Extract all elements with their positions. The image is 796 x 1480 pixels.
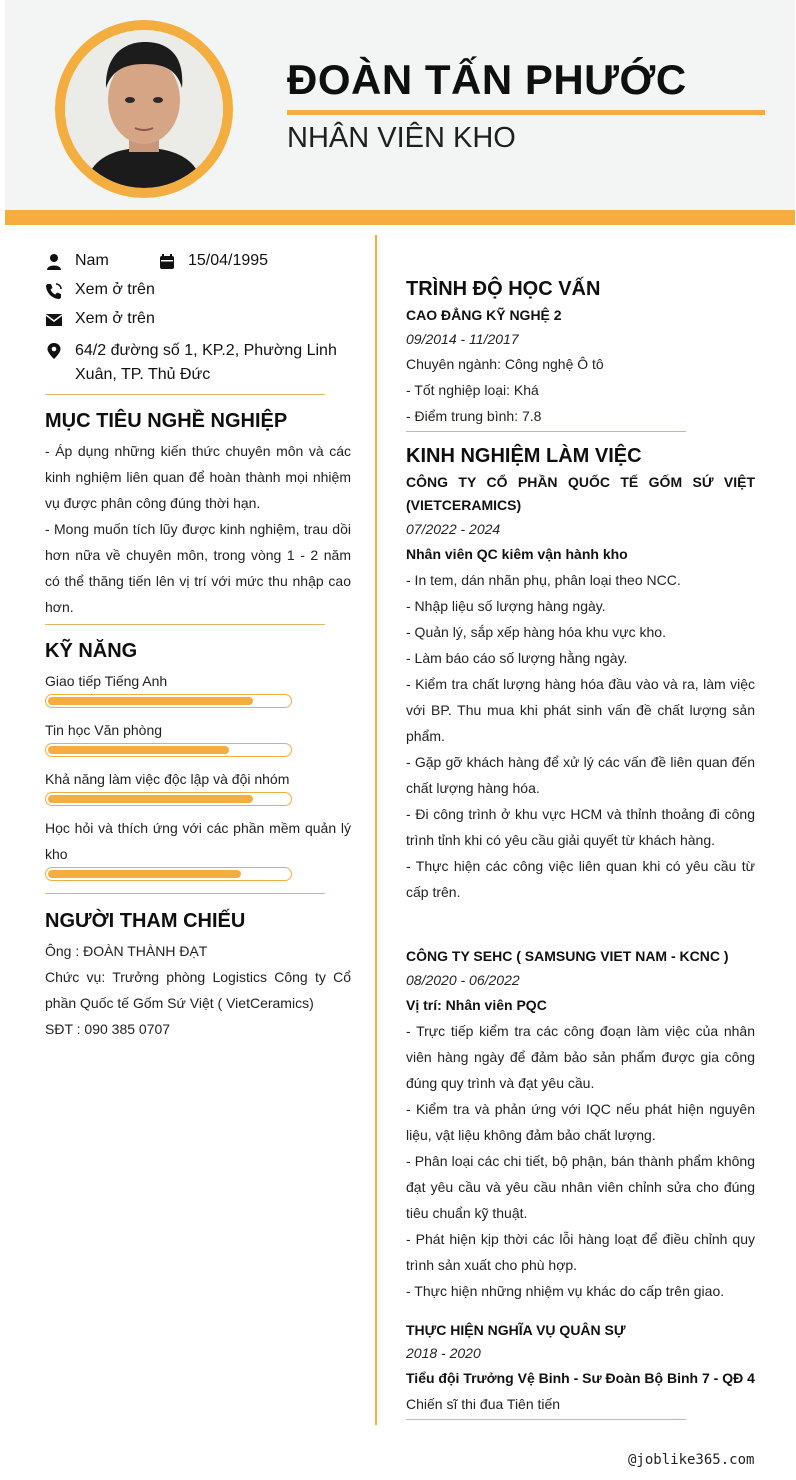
job-title: NHÂN VIÊN KHO — [287, 122, 516, 154]
skill-bar-fill — [48, 697, 253, 705]
objective-text — [45, 438, 351, 620]
job-duty: - Gặp gỡ khách hàng để xử lý các vấn đề liên quan đến chất lượng hàng hóa. — [406, 754, 755, 796]
job-dates: 08/2020 - 06/2022 — [406, 972, 520, 988]
email-row — [45, 310, 155, 329]
education-divider — [406, 431, 686, 432]
education-school: CAO ĐẲNG KỸ NGHỆ 2 — [406, 307, 562, 323]
location-icon — [45, 342, 63, 360]
phone-icon — [45, 282, 63, 300]
address-row — [45, 339, 345, 387]
person-icon — [45, 253, 63, 271]
skill-bar — [45, 743, 292, 757]
military-divider — [406, 1419, 686, 1420]
skill-bar — [45, 792, 292, 806]
birthdate-row — [158, 252, 268, 271]
reference-phone: SĐT : 090 385 0707 — [45, 1021, 171, 1037]
education-major: Chuyên ngành: Công nghệ Ô tô — [406, 356, 604, 372]
objective-title: MỤC TIÊU NGHỀ NGHIỆP — [45, 410, 288, 432]
military-role: Tiểu đội Trưởng Vệ Binh - Sư Đoàn Bộ Binh 7 - QĐ 4 — [406, 1370, 755, 1386]
watermark: @joblike365.com — [628, 1452, 755, 1468]
avatar — [65, 30, 223, 188]
references-title: NGƯỜI THAM CHIẾU — [45, 910, 246, 932]
job-duty: - Phát hiện kịp thời các lỗi hàng loạt để điều chỉnh quy trình sản xuất cho phù hợp. — [406, 1231, 755, 1273]
info-divider — [45, 394, 325, 395]
skill-label: Khả năng làm việc độc lập và đội nhóm — [45, 771, 290, 787]
job-duties — [406, 567, 755, 905]
education-dates: 09/2014 - 11/2017 — [406, 331, 519, 347]
skill-bar-fill — [48, 746, 229, 754]
skill-bar-fill — [48, 795, 253, 803]
skill-bar-fill — [48, 870, 241, 878]
gender-row — [45, 252, 109, 271]
job-duty: - Kiểm tra chất lượng hàng hóa đầu vào và ra, làm việc với BP. Thu mua khi phát sinh vấn đề chất lượng sản phẩm. — [406, 676, 755, 744]
header-accent-bar — [5, 210, 795, 225]
military-title: THỰC HIỆN NGHĨA VỤ QUÂN SỰ — [406, 1322, 626, 1338]
calendar-icon — [158, 253, 176, 271]
military-dates: 2018 - 2020 — [406, 1345, 481, 1361]
education-details — [406, 351, 755, 429]
skill-label: Tin học Văn phòng — [45, 722, 163, 738]
reference-position: Chức vụ: Trưởng phòng Logistics Công ty Cổ phần Quốc tế Gốm Sứ Việt ( VietCeramics) — [45, 969, 351, 1011]
name-underline — [287, 110, 765, 115]
references-text — [45, 938, 351, 1042]
phone-row — [45, 281, 155, 300]
job-duty: - Nhập liệu số lượng hàng ngày. — [406, 598, 606, 614]
job-duty: - Đi công trình ở khu vực HCM và thỉnh thoảng đi công trình tỉnh khi có yêu cầu giải quyết từ khách hàng. — [406, 806, 755, 848]
job-duty: - Thực hiện các công việc liên quan khi có yêu cầu từ cấp trên. — [406, 858, 755, 900]
avatar-photo — [65, 30, 223, 188]
job-duty: - Quản lý, sắp xếp hàng hóa khu vực kho. — [406, 624, 666, 640]
job-duties — [406, 1018, 755, 1304]
job-duty: - In tem, dán nhãn phụ, phân loại theo NCC. — [406, 572, 681, 588]
skill-bar — [45, 867, 292, 881]
job-role: Vị trí: Nhân viên PQC — [406, 997, 547, 1013]
birthdate-value: 15/04/1995 — [188, 252, 269, 269]
job-duty: - Thực hiện những nhiệm vụ khác do cấp trên giao. — [406, 1283, 725, 1299]
skills-divider — [45, 893, 325, 894]
job-dates: 07/2022 - 2024 — [406, 521, 501, 537]
experience-title: KINH NGHIỆM LÀM VIỆC — [406, 445, 642, 467]
education-grade: - Tốt nghiệp loại: Khá — [406, 382, 539, 398]
objective-divider — [45, 624, 325, 625]
skill-label: Học hỏi và thích ứng với các phần mềm quản lý kho — [45, 820, 351, 862]
education-gpa: - Điểm trung bình: 7.8 — [406, 408, 542, 424]
email-value: Xem ở trên — [75, 310, 155, 327]
job-duty: - Làm báo cáo số lượng hằng ngày. — [406, 650, 628, 666]
skills-title: KỸ NĂNG — [45, 640, 138, 662]
column-divider — [375, 235, 377, 1425]
address-value: 64/2 đường số 1, KP.2, Phường Linh Xuân, TP. Thủ Đức — [75, 342, 337, 383]
job-company: CÔNG TY CỔ PHẦN QUỐC TẾ GỐM SỨ VIỆT (VIETCERAMICS) — [406, 474, 755, 513]
candidate-name: ĐOÀN TẤN PHƯỚC — [287, 56, 687, 103]
job-company: CÔNG TY SEHC ( SAMSUNG VIET NAM - KCNC ) — [406, 948, 729, 964]
skill-label: Giao tiếp Tiếng Anh — [45, 673, 168, 689]
reference-person: Ông : ĐOÀN THÀNH ĐẠT — [45, 943, 208, 959]
job-duty: - Kiểm tra và phản ứng với IQC nếu phát hiện nguyên liệu, vật liệu không đảm bảo chất lượng. — [406, 1101, 755, 1143]
job-duty: - Phân loại các chi tiết, bộ phận, bán thành phẩm không đạt yêu cầu và yêu cầu nhân viên chỉnh sửa cho đúng tiêu chuẩn kỹ thuật. — [406, 1153, 755, 1221]
job-role: Nhân viên QC kiêm vận hành kho — [406, 546, 628, 562]
gender-value: Nam — [75, 252, 109, 269]
job-duty: - Trực tiếp kiểm tra các công đoạn làm việc của nhân viên hàng ngày để đảm bảo sản phẩm được gia công đúng quy trình và đạt yêu cầu. — [406, 1023, 755, 1091]
phone-value: Xem ở trên — [75, 281, 155, 298]
email-icon — [45, 311, 63, 329]
education-title: TRÌNH ĐỘ HỌC VẤN — [406, 278, 601, 300]
objective-line: - Áp dụng những kiến thức chuyên môn và các kinh nghiệm liên quan để hoàn thành mọi nhiệm vụ được phân công đúng thời hạn. — [45, 443, 351, 511]
objective-line: - Mong muốn tích lũy được kinh nghiệm, trau dồi hơn nữa về chuyên môn, trong vòng 1 - 2 năm có thể thăng tiến lên vị trí với mức thu nhập cao hơn. — [45, 521, 351, 615]
skill-bar — [45, 694, 292, 708]
military-award: Chiến sĩ thi đua Tiên tiến — [406, 1396, 561, 1412]
